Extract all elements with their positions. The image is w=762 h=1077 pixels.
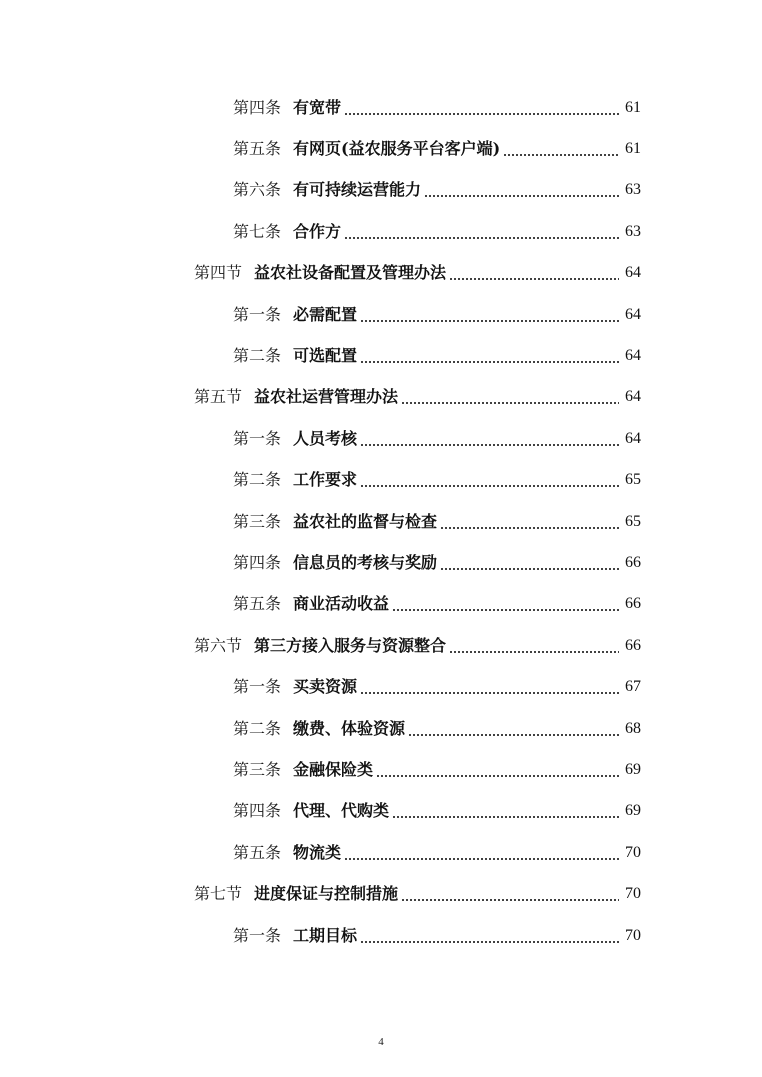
dot-leader [344,237,619,239]
toc-entry-page: 61 [625,140,641,158]
dot-leader [360,320,619,322]
toc-entry-page: 66 [625,553,641,571]
page-number: 4 [378,1036,384,1048]
toc-entry-title: 第三方接入服务与资源整合 [254,635,447,655]
toc-entry[interactable] [0,584,762,625]
dot-leader [408,734,619,736]
toc-entry-number: 第三条 [233,759,282,779]
table-of-contents [0,87,762,956]
toc-entry[interactable] [0,501,762,542]
toc-entry-number: 第五条 [233,594,282,614]
toc-section-entry[interactable] [0,873,762,914]
toc-entry-page: 64 [625,264,641,282]
toc-entry[interactable] [0,128,762,169]
toc-entry-number: 第五节 [194,387,243,407]
toc-entry[interactable] [0,294,762,335]
toc-entry-title: 有网页(益农服务平台客户端) [293,139,501,159]
toc-entry-title: 必需配置 [293,304,358,324]
toc-entry-number: 第六条 [233,180,282,200]
toc-entry-number: 第四条 [233,552,282,572]
toc-entry-title: 益农社的监督与检查 [293,511,438,531]
toc-entry-title: 信息员的考核与奖励 [293,552,438,572]
toc-entry-title: 商业活动收益 [293,594,390,614]
toc-entry-page: 70 [625,843,641,861]
toc-entry-title: 人员考核 [293,428,358,448]
toc-entry-title: 金融保险类 [293,759,374,779]
toc-entry-title: 缴费、体验资源 [293,718,406,738]
toc-entry-title: 有宽带 [293,97,342,117]
dot-leader [440,527,619,529]
toc-entry-page: 64 [625,429,641,447]
toc-entry-page: 66 [625,636,641,654]
toc-entry-page: 70 [625,926,641,944]
toc-entry-title: 进度保证与控制措施 [254,884,399,904]
toc-entry[interactable] [0,87,762,128]
dot-leader [360,692,619,694]
toc-entry-page: 63 [625,222,641,240]
toc-entry[interactable] [0,915,762,956]
dot-leader [401,899,619,901]
toc-entry-number: 第一条 [233,677,282,697]
toc-entry[interactable] [0,211,762,252]
toc-entry-title: 代理、代购类 [293,801,390,821]
toc-entry[interactable] [0,542,762,583]
toc-entry-number: 第二条 [233,346,282,366]
toc-entry[interactable] [0,832,762,873]
toc-entry-page: 64 [625,305,641,323]
toc-entry-number: 第七条 [233,221,282,241]
toc-entry-number: 第二条 [233,718,282,738]
toc-entry-title: 工作要求 [293,470,358,490]
toc-entry-title: 有可持续运营能力 [293,180,422,200]
dot-leader [392,816,619,818]
toc-entry-title: 合作方 [293,221,342,241]
toc-entry-number: 第一条 [233,925,282,945]
dot-leader [360,444,619,446]
dot-leader [376,775,619,777]
toc-entry-page: 68 [625,719,641,737]
toc-section-entry[interactable] [0,377,762,418]
toc-entry-number: 第四条 [233,97,282,117]
toc-entry-page: 64 [625,388,641,406]
toc-entry-number: 第四节 [194,263,243,283]
toc-entry-title: 益农社运营管理办法 [254,387,399,407]
toc-entry[interactable] [0,708,762,749]
toc-entry-page: 69 [625,802,641,820]
toc-entry[interactable] [0,335,762,376]
toc-entry[interactable] [0,666,762,707]
dot-leader [392,609,619,611]
toc-section-entry[interactable] [0,253,762,294]
toc-entry-title: 物流类 [293,842,342,862]
toc-entry[interactable] [0,749,762,790]
toc-entry-number: 第五条 [233,842,282,862]
dot-leader [360,941,619,943]
toc-entry-title: 买卖资源 [293,677,358,697]
toc-entry-number: 第二条 [233,470,282,490]
dot-leader [360,485,619,487]
dot-leader [401,402,619,404]
toc-entry-page: 61 [625,98,641,116]
toc-entry[interactable] [0,791,762,832]
toc-entry-title: 益农社设备配置及管理办法 [254,263,447,283]
toc-entry-page: 65 [625,471,641,489]
toc-entry[interactable] [0,460,762,501]
toc-entry-page: 63 [625,181,641,199]
toc-entry-page: 65 [625,512,641,530]
dot-leader [344,858,619,860]
toc-entry-number: 第五条 [233,139,282,159]
dot-leader [360,361,619,363]
toc-entry[interactable] [0,418,762,459]
toc-entry-number: 第三条 [233,511,282,531]
dot-leader [424,195,619,197]
toc-entry-number: 第七节 [194,884,243,904]
dot-leader [449,278,619,280]
toc-entry-page: 66 [625,595,641,613]
toc-entry[interactable] [0,170,762,211]
dot-leader [344,113,619,115]
toc-entry-number: 第四条 [233,801,282,821]
dot-leader [503,154,619,156]
toc-entry-page: 67 [625,678,641,696]
toc-entry-title: 工期目标 [293,925,358,945]
toc-entry-title: 可选配置 [293,346,358,366]
dot-leader [440,568,619,570]
toc-entry-page: 69 [625,760,641,778]
toc-entry-page: 64 [625,347,641,365]
toc-section-entry[interactable] [0,625,762,666]
dot-leader [449,651,619,653]
toc-entry-number: 第一条 [233,304,282,324]
toc-entry-number: 第六节 [194,635,243,655]
toc-entry-page: 70 [625,885,641,903]
toc-entry-number: 第一条 [233,428,282,448]
